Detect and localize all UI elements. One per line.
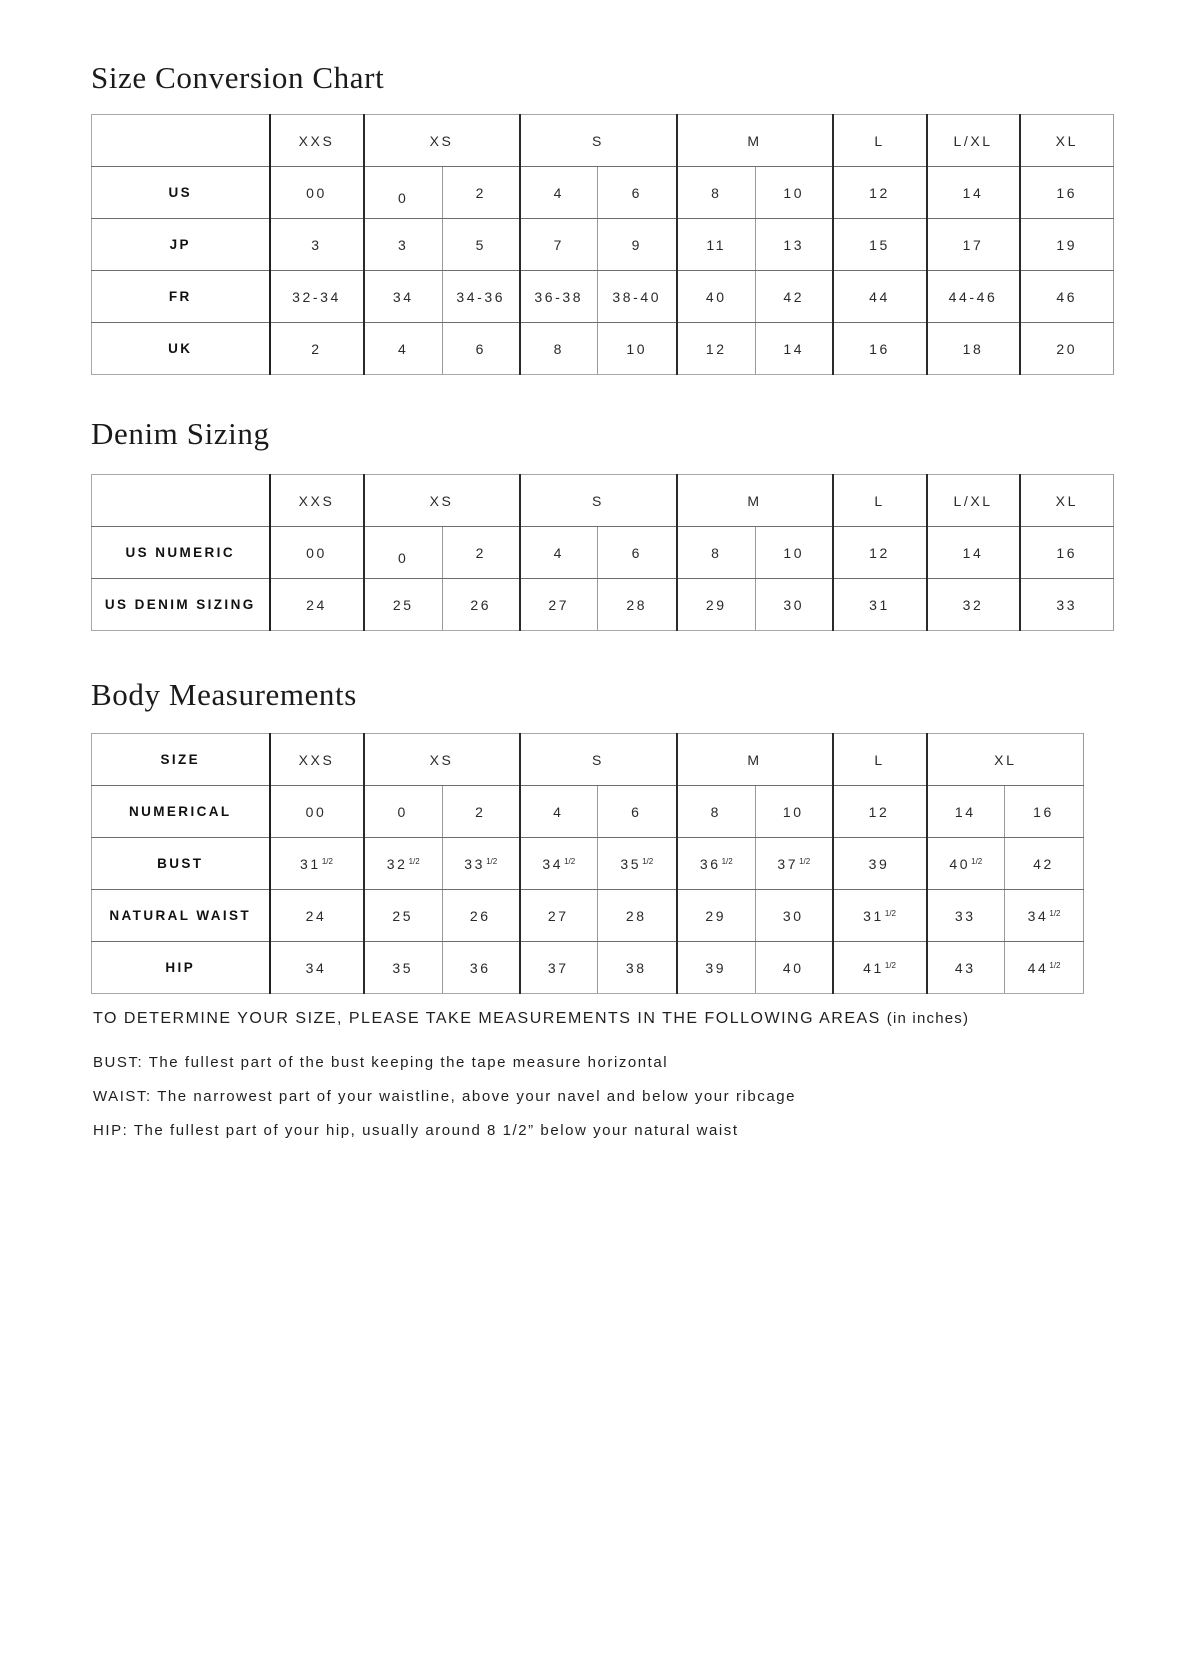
cell-value: 31 [300,855,321,872]
corner-cell [92,115,270,167]
cell: 3 [270,219,364,271]
size-group-xl: XL [1020,115,1114,167]
cell-value: 00 [305,803,327,820]
cell: 17 [927,219,1020,271]
cell: 00 [270,527,364,579]
cell: 34 [364,271,443,323]
size-group-l: L [833,734,927,786]
cell: 7 [520,219,598,271]
cell-value: 30 [782,907,804,924]
cell [833,890,927,942]
cell: 46 [1020,271,1114,323]
row-label: US DENIM SIZING [92,579,270,631]
cell-value: 39 [705,959,727,976]
row-label: JP [92,219,270,271]
cell [677,942,756,994]
cell-value: 29 [705,907,727,924]
cell: 16 [833,323,927,375]
cell [927,786,1005,838]
cell-value: 12 [868,803,890,820]
cell-value: 26 [469,907,491,924]
cell: 3 [364,219,443,271]
cell [598,786,677,838]
cell-value: 37 [547,959,569,976]
cell [677,890,756,942]
fraction-superscript: 1/2 [884,908,896,918]
cell: 8 [520,323,598,375]
row-label: NUMERICAL [92,786,270,838]
cell-value: 37 [777,855,799,872]
note-bust: BUST: The fullest part of the bust keeping the tape measure horizontal [93,1054,669,1071]
cell-value: 25 [392,907,414,924]
cell [833,942,927,994]
cell [364,786,443,838]
cell: 2 [443,167,520,219]
cell: 16 [1020,527,1114,579]
cell [833,786,927,838]
table-row-bust [92,838,1084,890]
cell-value: 39 [868,855,890,872]
cell [756,786,833,838]
cell [270,942,364,994]
table-row-us-numeric [92,527,1114,579]
size-group-l: L [833,475,927,527]
size-group-lxl: L/XL [927,115,1020,167]
cell-value: 40 [949,855,971,872]
cell: 36-38 [520,271,598,323]
cell-value: 44 [1027,959,1049,976]
fraction-superscript: 1/2 [721,856,733,866]
note-waist: WAIST: The narrowest part of your waistline, above your navel and below your ribcage [93,1088,796,1105]
table-row-us [92,167,1114,219]
cell: 15 [833,219,927,271]
row-label: UK [92,323,270,375]
denim-header-row [92,475,1114,527]
cell: 30 [756,579,833,631]
fraction-superscript: 1/2 [642,856,654,866]
cell: 32 [927,579,1020,631]
cell [270,786,364,838]
cell: 38-40 [598,271,677,323]
fraction-superscript: 1/2 [408,856,420,866]
fraction-superscript: 1/2 [971,856,983,866]
fraction-superscript: 1/2 [564,856,576,866]
cell: 5 [443,219,520,271]
cell-value: 36 [469,959,491,976]
cell: 6 [598,167,677,219]
cell: 16 [1020,167,1114,219]
cell-value: 40 [782,959,804,976]
cell: 4 [364,323,443,375]
size-group-s: S [520,115,677,167]
size-group-lxl: L/XL [927,475,1020,527]
size-group-xs: XS [364,475,520,527]
cell [1005,786,1084,838]
notes-heading-text: TO DETERMINE YOUR SIZE, PLEASE TAKE MEASUREMENTS IN THE FOLLOWING AREAS [93,1010,881,1027]
size-header-row [92,115,1114,167]
fraction-superscript: 1/2 [1049,908,1061,918]
cell-value: 0 [398,549,409,566]
cell: 29 [677,579,756,631]
cell [1005,838,1084,890]
cell: 8 [677,167,756,219]
cell-value: 35 [620,855,642,872]
table-row-jp [92,219,1114,271]
cell-value: 34 [305,959,327,976]
cell: 8 [677,527,756,579]
cell-value: 38 [625,959,647,976]
cell: 44 [833,271,927,323]
table-row-hip [92,942,1084,994]
cell [927,890,1005,942]
cell: 32-34 [270,271,364,323]
cell-value: 31 [863,907,884,924]
cell [927,838,1005,890]
cell: 11 [677,219,756,271]
size-group-s: S [520,475,677,527]
cell [520,890,598,942]
cell-value: 41 [863,959,884,976]
cell [833,838,927,890]
size-group-l: L [833,115,927,167]
cell [364,890,443,942]
cell: 31 [833,579,927,631]
cell [677,838,756,890]
cell: 6 [598,527,677,579]
cell-value: 33 [954,907,976,924]
cell-value: 6 [631,803,642,820]
cell-value: 27 [547,907,569,924]
fraction-superscript: 1/2 [799,856,811,866]
denim-sizing-table [91,474,1114,631]
cell: 10 [756,527,833,579]
table-row-uk [92,323,1114,375]
denim-sizing-title: Denim Sizing [91,416,270,451]
cell [756,890,833,942]
cell [1005,890,1084,942]
size-group-xs: XS [364,734,520,786]
cell: 28 [598,579,677,631]
cell [364,942,443,994]
fraction-superscript: 1/2 [321,856,333,866]
cell [520,786,598,838]
cell: 12 [677,323,756,375]
cell: 12 [833,527,927,579]
cell: 26 [443,579,520,631]
cell [270,890,364,942]
row-label: FR [92,271,270,323]
cell: 44-46 [927,271,1020,323]
size-group-xs: XS [364,115,520,167]
body-measurements-table [91,733,1084,994]
cell-value: 34 [542,855,564,872]
row-label: US NUMERIC [92,527,270,579]
cell-value: 43 [954,959,976,976]
cell: 19 [1020,219,1114,271]
cell [598,942,677,994]
size-group-xl: XL [927,734,1084,786]
size-group-m: M [677,734,833,786]
cell [677,786,756,838]
cell: 12 [833,167,927,219]
cell [756,942,833,994]
cell: 2 [443,527,520,579]
cell-value: 8 [710,803,721,820]
fraction-superscript: 1/2 [884,960,896,970]
cell-value: 24 [305,907,327,924]
cell [364,527,443,579]
cell: 14 [756,323,833,375]
cell: 33 [1020,579,1114,631]
cell-value: 16 [1033,803,1054,820]
cell: 13 [756,219,833,271]
cell: 42 [756,271,833,323]
cell: 14 [927,527,1020,579]
size-group-s: S [520,734,677,786]
cell: 00 [270,167,364,219]
cell-value: 32 [386,855,408,872]
cell [598,838,677,890]
size-conversion-table [91,114,1114,375]
cell [443,890,520,942]
cell [756,838,833,890]
row-label: US [92,167,270,219]
cell: 9 [598,219,677,271]
cell-value: 35 [392,959,414,976]
cell-value: 28 [625,907,647,924]
cell [520,838,598,890]
fraction-superscript: 1/2 [1049,960,1061,970]
corner-cell [92,475,270,527]
table-row-numerical [92,786,1084,838]
cell-value: 36 [699,855,721,872]
cell: 10 [598,323,677,375]
cell [443,942,520,994]
cell: 2 [270,323,364,375]
notes-heading-unit: (in inches) [886,1010,970,1027]
cell-value: 10 [782,803,804,820]
cell-value: 34 [1027,907,1049,924]
size-group-xl: XL [1020,475,1114,527]
cell [520,942,598,994]
cell: 4 [520,527,598,579]
notes-heading [93,1011,969,1027]
cell: 24 [270,579,364,631]
row-label: HIP [92,942,270,994]
cell: 40 [677,271,756,323]
cell [1005,942,1084,994]
body-measurements-title: Body Measurements [91,677,357,712]
cell [364,167,443,219]
table-row-fr [92,271,1114,323]
body-header-row [92,734,1084,786]
cell-value: 14 [954,803,976,820]
cell-value: 0 [397,803,408,820]
note-hip: HIP: The fullest part of your hip, usually around 8 1/2” below your natural waist [93,1122,739,1139]
size-group-m: M [677,115,833,167]
size-group-m: M [677,475,833,527]
fraction-superscript: 1/2 [486,856,498,866]
cell-value: 0 [398,189,409,206]
cell [598,890,677,942]
cell [927,942,1005,994]
size-group-xxs: XXS [270,475,364,527]
row-label: BUST [92,838,270,890]
cell [270,838,364,890]
cell [443,838,520,890]
cell: 20 [1020,323,1114,375]
row-label: NATURAL WAIST [92,890,270,942]
cell-value: 4 [553,803,564,820]
cell: 25 [364,579,443,631]
size-group-xxs: XXS [270,734,364,786]
size-conversion-title: Size Conversion Chart [91,60,385,95]
cell-value: 2 [475,803,486,820]
table-row-us-denim-sizing [92,579,1114,631]
cell-value: 33 [464,855,486,872]
cell: 10 [756,167,833,219]
cell-value: 42 [1033,855,1054,872]
cell [364,838,443,890]
cell: 14 [927,167,1020,219]
cell: 4 [520,167,598,219]
cell: 6 [443,323,520,375]
row-label-size: SIZE [92,734,270,786]
cell: 34-36 [443,271,520,323]
size-group-xxs: XXS [270,115,364,167]
table-row-natural-waist [92,890,1084,942]
cell: 18 [927,323,1020,375]
cell: 27 [520,579,598,631]
cell [443,786,520,838]
